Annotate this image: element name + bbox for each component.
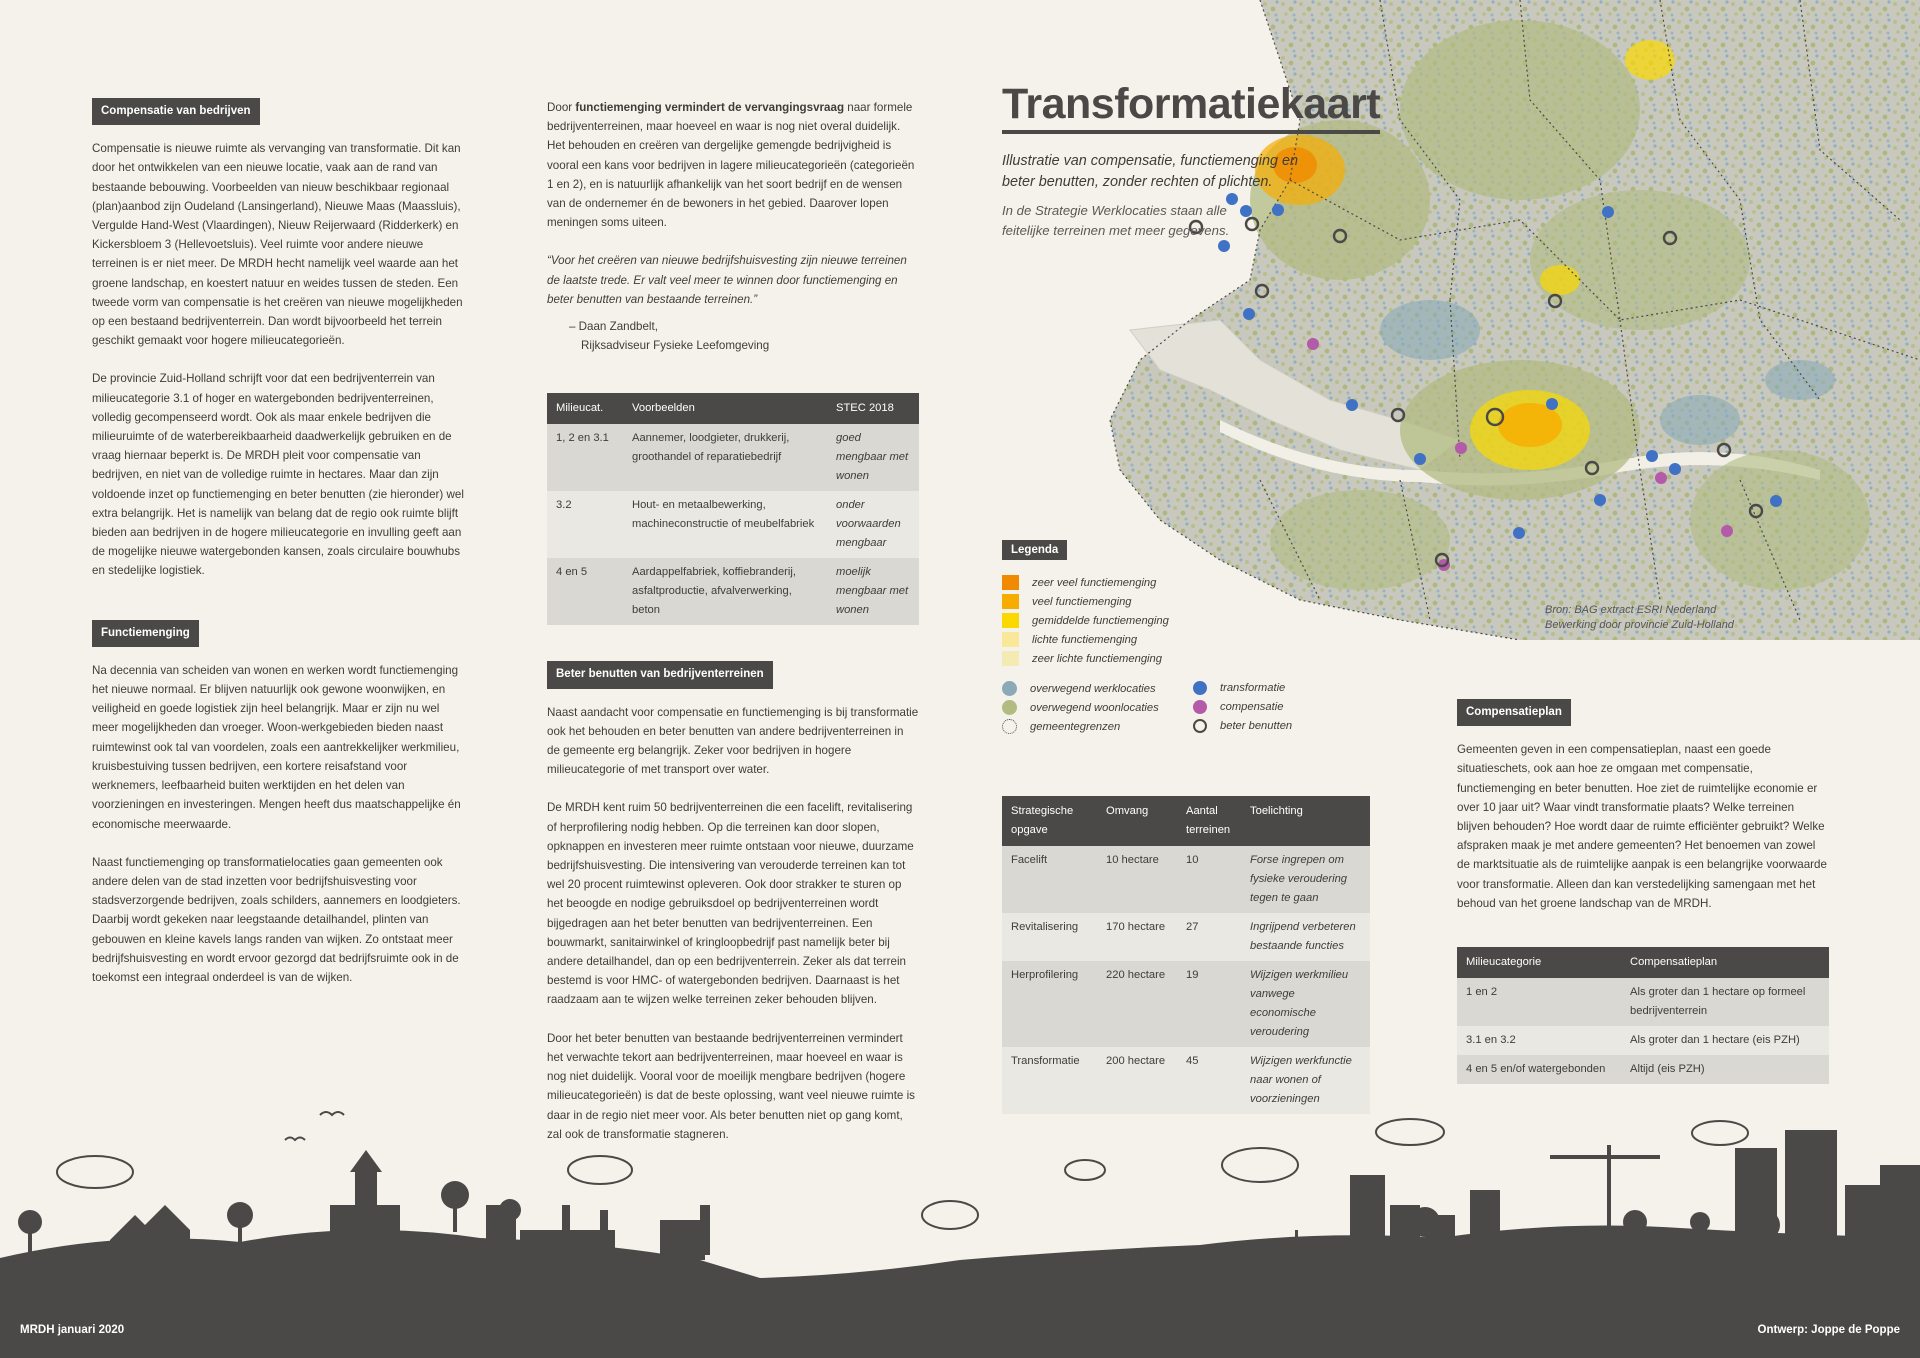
paragraph: De provincie Zuid-Holland schrijft voor dat een bedrijventerrein van milieucategorie 3.1 of hoger en watergebonden bedrijventerreinen, volledig gecompenseerd wordt. Ook als maar enkele bedrijven die milieuruimte of de waterbereikbaarheid daadwerkelijk gebruiken en de vraag hiernaar beperkt is. De MRDH pleit voor compensatie van bedrijven, en niet van de volledige ruimte in hectares. Maar dan zijn voldoende inzet op functiemenging en beter benutten (zie hieronder) wel extra belangrijk. Het is namelijk van belang dat de regio ook ruimte blijft bieden aan bedrijven in de hogere milieucategorie en invulling geeft aan de mogelijke nieuwe watergebonden kansen, zoals circulaire bouwhubs en stedelijke logistiek. xyxy=(92,372,464,578)
legend-item xyxy=(1002,632,1137,647)
legend-label: overwegend werklocaties xyxy=(1030,682,1156,695)
table-cell: Facelift xyxy=(1002,846,1097,913)
swatch xyxy=(1193,700,1207,714)
table-row xyxy=(1002,913,1370,961)
legend-label: compensatie xyxy=(1220,701,1284,713)
table-header: Omvang xyxy=(1097,796,1177,846)
table-cell: 170 hectare xyxy=(1097,913,1177,961)
compensatieplan-table xyxy=(1457,947,1829,1084)
compensatie-marker xyxy=(1307,338,1319,350)
paragraph: Door het beter benutten van bestaande bedrijventerreinen vermindert het verwachte tekort aan bedrijventerreinen, maar hoeveel en waar is nog niet duidelijk. Vooral voor de moeilijk mengbare bedrijven (hogere milieucategorieën) is dat de beste oplossing, want veel nieuwe ruimte is daar in de regio niet meer voor. Als beter benutten niet op gang komt, zal ook de transformatie stagneren. xyxy=(547,1031,915,1141)
table-cell: 4 en 5 en/of watergebonden xyxy=(1457,1055,1621,1084)
transformatie-marker xyxy=(1243,308,1255,320)
table-cell: 220 hectare xyxy=(1097,961,1177,1047)
table-header: STEC 2018 xyxy=(827,393,919,424)
table-cell: Hout- en metaalbewerking, machineconstructie of meubelfabriek xyxy=(623,491,827,558)
quote: “Voor het creëren van nieuwe bedrijfshuisvesting zijn nieuwe terreinen de laatste trede. Er valt veel meer te winnen door functiemenging en beter benutten van bestaande terreinen.” xyxy=(547,254,907,306)
legend-item xyxy=(1193,681,1285,695)
paragraph: De MRDH kent ruim 50 bedrijventerreinen die een facelift, revitalisering of herprofilering nodig hebben. Op die terreinen kan door slopen, opknappen en investeren meer ruimte ontstaan voor nieuwe, duurzame bedrijfshuisvesting. Die intensivering van verouderde terreinen kan tot wel 20 procent ruimtewinst opleveren. Ook door strakker te sturen op het beoogde en nodige gebruiksdoel op bedrijventerreinen wordt bijgedragen aan het beter benutten van bedrijventerreinen. Een bouwmarkt, sanitairwinkel of kringloopbedrijf past namelijk beter bij andere detailhandel, dan op een bedrijventerrein. Zeker als dat terrein bestemd is voor HMC- of watergebonden bedrijven. Daarnaast is het raadzaam aan te wijzen welke terreinen zeker behouden blijven. xyxy=(547,801,914,1007)
swatch xyxy=(1002,719,1017,734)
table-cell: Wijzigen werkfunctie naar wonen of voorzieningen xyxy=(1241,1047,1370,1114)
swatch xyxy=(1002,632,1019,647)
table-cell: 1, 2 en 3.1 xyxy=(547,424,623,491)
table-cell: Altijd (eis PZH) xyxy=(1621,1055,1829,1084)
table-row xyxy=(1002,1047,1370,1114)
table-header: Compensatieplan xyxy=(1621,947,1829,978)
legend-item xyxy=(1002,575,1156,590)
transformatie-marker xyxy=(1414,453,1426,465)
section-heading-beter-benutten: Beter benutten van bedrijventerreinen xyxy=(547,661,773,688)
table-cell: Revitalisering xyxy=(1002,913,1097,961)
table-cell: Herprofilering xyxy=(1002,961,1097,1047)
skyline-illustration xyxy=(0,1110,1920,1358)
map-note: In de Strategie Werklocaties staan alle feitelijke terreinen met meer gegevens. xyxy=(1002,203,1230,238)
legend-label: zeer lichte functiemenging xyxy=(1032,652,1162,665)
intro-post: naar formele bedrijventerreinen, maar hoeveel en waar is nog niet overal duidelijk. Het behouden en creëren van dergelijke gemengde bedrijvigheid is vooral een kans voor bedrijven in lagere milieucategorieën (categorieën 1 en 2), en is natuurlijk afhankelijk van het soort bedrijf en de wensen van de ondernemer én de bewoners in het gebied. Daarover lopen meningen soms uiteen. xyxy=(547,101,915,230)
strategische-opgave-table-wrap xyxy=(1002,796,1370,1114)
table-cell: Aardappelfabriek, koffiebranderij, asfaltproductie, afvalverwerking, beton xyxy=(623,558,827,625)
legend-label: beter benutten xyxy=(1220,720,1293,732)
paragraph: Compensatie is nieuwe ruimte als vervanging van transformatie. Dit kan door het ontwikkelen van een nieuwe locatie, vaak aan de rand van bestaande bebouwing. Voorbeelden van nieuw beschikbaar regionaal (plan)aanbod zijn Oudeland (Lansingerland), Nieuwe Maas (Maassluis), Vergulde Hand-West (Vlaardingen), Nieuw Reijerwaard (Ridderkerk) en Kickersbloem 3 (Hellevoetsluis). Veel ruimte voor andere nieuwe terreinen is er niet meer. De MRDH hecht namelijk veel waarde aan het groene landschap, en koestert natuur en weides tussen de steden. Een tweede vorm van compensatie is het creëren van nieuwe mogelijkheden op een bestaand bedrijventerrein. Dan wordt bijvoorbeeld het terrein geschikt gemaakt voor hogere milieucategorieën. xyxy=(92,142,463,348)
table-header: Strategische opgave xyxy=(1002,796,1097,846)
paragraph: Gemeenten geven in een compensatieplan, naast een goede situatieschets, ook aan hoe ze omgaan met compensatie, functiemenging en beter benutten. Hoe ziet de ruimtelijke economie er over 10 jaar uit? Waar vindt transformatie plaats? Welke terreinen blijven behouden? Hoe wordt daar de ruimte efficiënter gebruikt? Welke afspraken maak je met andere gemeenten? Het benoemen van zowel de marktsituatie als de ruimtelijke aanpak is een belangrijke voorwaarde voor transformatie. Alleen dan kan verstedelijking samengaan met het behoud van het groene landschap van de MRDH. xyxy=(1457,743,1827,910)
table-row xyxy=(547,558,919,625)
swatch xyxy=(1002,575,1019,590)
map-subtitle: Illustratie van compensatie, functiemenging en beter benutten, zonder rechten of plichten. xyxy=(1002,153,1298,190)
column-4 xyxy=(1457,699,1829,1084)
swatch xyxy=(1002,594,1019,609)
table-cell: 10 xyxy=(1177,846,1241,913)
compensatie-marker xyxy=(1455,442,1467,454)
column-1 xyxy=(92,98,464,1006)
table-cell: Transformatie xyxy=(1002,1047,1097,1114)
transformatie-marker xyxy=(1346,399,1358,411)
table-cell: 10 hectare xyxy=(1097,846,1177,913)
table-row xyxy=(547,491,919,558)
table-row xyxy=(1457,978,1829,1026)
section-heading-compensatie: Compensatie van bedrijven xyxy=(92,98,260,125)
table-cell: 3.2 xyxy=(547,491,623,558)
paragraph: Naast functiemenging op transformatielocaties gaan gemeenten ook andere delen van de stad inzetten voor bedrijfshuisvesting voor stadsverzorgende bedrijven, zoals schilders, aannemers en loodgieters. Daarbij wordt gekeken naar leegstaande detailhandel, plinten van gebouwen en kleine kavels langs randen van wijken. Zo ontstaat meer bedrijfshuisvesting en wordt ervoor gezorgd dat bedrijfsruimte ook in de toekomst een integraal onderdeel is van de wijken. xyxy=(92,855,461,984)
table-cell: 19 xyxy=(1177,961,1241,1047)
table-cell: 27 xyxy=(1177,913,1241,961)
swatch xyxy=(1002,613,1019,628)
map-source xyxy=(1545,603,1734,633)
table-cell: Wijzigen werkmilieu vanwege economische veroudering xyxy=(1241,961,1370,1047)
legend-item xyxy=(1002,594,1132,609)
legend-label: gemeentegrenzen xyxy=(1030,720,1121,733)
table-cell: moelijk mengbaar met wonen xyxy=(827,558,919,625)
legend-heading: Legenda xyxy=(1002,540,1067,560)
transformatie-marker xyxy=(1594,494,1606,506)
footer-credit: Ontwerp: Joppe de Poppe xyxy=(1757,1324,1900,1336)
table-cell: 4 en 5 xyxy=(547,558,623,625)
quote-attribution-role: Rijksadviseur Fysieke Leefomgeving xyxy=(581,339,770,353)
legend-item xyxy=(1193,700,1283,714)
swatch xyxy=(1193,681,1207,695)
transformatie-marker xyxy=(1218,240,1230,252)
intro-bold: functiemenging vermindert de vervangingsvraag xyxy=(575,101,845,114)
table-cell: Aannemer, loodgieter, drukkerij, groothandel of reparatiebedrijf xyxy=(623,424,827,491)
swatch xyxy=(1193,719,1207,733)
transformatie-marker xyxy=(1546,398,1558,410)
table-cell: 200 hectare xyxy=(1097,1047,1177,1114)
map-title: Transformatiekaart xyxy=(1002,80,1380,134)
table-cell: Als groter dan 1 hectare op formeel bedrijventerrein xyxy=(1621,978,1829,1026)
table-header: Milieucat. xyxy=(547,393,623,424)
source-line: Bewerking door provincie Zuid-Holland xyxy=(1545,619,1734,631)
compensatie-marker xyxy=(1655,472,1667,484)
table-cell: Als groter dan 1 hectare (eis PZH) xyxy=(1621,1026,1829,1055)
column-2 xyxy=(547,98,919,1163)
paragraph: Na decennia van scheiden van wonen en werken wordt functiemenging het nieuwe normaal. Er blijven natuurlijk ook gewone woonwijken, en veiligheid en goede logistiek zijn heel belangrijk. Maar er zijn nu wel meer mogelijkheden dan vroeger. Woon-werkgebieden bieden naast ruimtewinst ook tal van voordelen, zoals een aantrekkelijker werkmilieu, kruisbestuiving tussen bedrijven, een kortere reisafstand voor werknemers, leefbaarheid buiten werktijden en het delen van voorzieningen en investeringen. Mengen heeft dus maatschappelijke én economische meerwaarde. xyxy=(92,663,461,831)
table-cell: 45 xyxy=(1177,1047,1241,1114)
table-header: Milieucategorie xyxy=(1457,947,1621,978)
legend-item xyxy=(1002,719,1120,734)
table-cell: goed mengbaar met wonen xyxy=(827,424,919,491)
table-row xyxy=(1457,1055,1829,1084)
legend-label: gemiddelde functiemenging xyxy=(1032,614,1169,627)
swatch xyxy=(1002,700,1017,715)
transformatie-marker xyxy=(1669,463,1681,475)
compensatie-marker xyxy=(1721,525,1733,537)
table-row xyxy=(1457,1026,1829,1055)
table-header: Aantal terreinen xyxy=(1177,796,1241,846)
legend-item xyxy=(1002,681,1156,696)
legend-item xyxy=(1002,700,1159,715)
table-row xyxy=(547,424,919,491)
section-heading-compensatieplan: Compensatieplan xyxy=(1457,699,1571,726)
legend-item xyxy=(1002,651,1162,666)
transformatie-marker xyxy=(1646,450,1658,462)
transformatie-marker xyxy=(1272,204,1284,216)
footer-date: MRDH januari 2020 xyxy=(20,1324,125,1336)
legend-label: lichte functiemenging xyxy=(1032,633,1138,646)
legend-label: overwegend woonlocaties xyxy=(1030,701,1159,714)
paragraph: Naast aandacht voor compensatie en functiemenging is bij transformatie ook het behouden en beter benutten van andere bedrijventerreinen in de gemeente erg belangrijk. Zeker voor bedrijven in hogere milieucategorie of met transport over water. xyxy=(547,705,919,777)
strategische-opgave-table xyxy=(1002,796,1370,1114)
transformatie-marker xyxy=(1602,206,1614,218)
transformatie-marker xyxy=(1770,495,1782,507)
legend-item xyxy=(1193,719,1292,733)
legend-item xyxy=(1002,613,1169,628)
table-row xyxy=(1002,961,1370,1047)
table-cell: 1 en 2 xyxy=(1457,978,1621,1026)
table-cell: Forse ingrepen om fysieke veroudering tegen te gaan xyxy=(1241,846,1370,913)
swatch xyxy=(1002,681,1017,696)
intro-pre: Door xyxy=(547,101,576,114)
table-row xyxy=(1002,846,1370,913)
section-heading-functiemenging: Functiemenging xyxy=(92,620,199,647)
intro-paragraph xyxy=(547,98,919,232)
legend-label: zeer veel functiemenging xyxy=(1032,576,1157,589)
milieucategorie-table xyxy=(547,393,919,625)
table-cell: 3.1 en 3.2 xyxy=(1457,1026,1621,1055)
table-header: Toelichting xyxy=(1241,796,1370,846)
swatch xyxy=(1002,651,1019,666)
source-line: Bron: BAG extract ESRI Nederland xyxy=(1545,604,1717,616)
transformatie-marker xyxy=(1513,527,1525,539)
quote-attribution: – Daan Zandbelt, xyxy=(569,320,658,334)
table-cell: Ingrijpend verbeteren bestaande functies xyxy=(1241,913,1370,961)
table-cell: onder voorwaarden mengbaar xyxy=(827,491,919,558)
legend-label: transformatie xyxy=(1220,682,1286,694)
table-header: Voorbeelden xyxy=(623,393,827,424)
legend-label: veel functiemenging xyxy=(1032,595,1132,608)
